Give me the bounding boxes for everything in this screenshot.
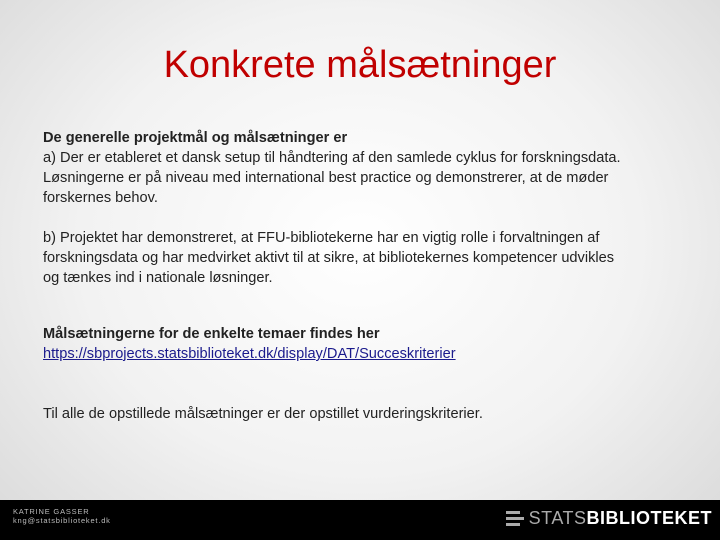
author-email: kng@statsbiblioteket.dk bbox=[13, 516, 111, 525]
spacer bbox=[43, 364, 693, 404]
paragraph-a-line-1: a) Der er etableret et dansk setup til håndtering af den samlede cyklus for forskningsdata. bbox=[43, 150, 621, 166]
stacked-bars-icon bbox=[506, 509, 524, 527]
success-criteria-link[interactable]: https://sbprojects.statsbiblioteket.dk/display/DAT/Succeskriterier bbox=[43, 346, 456, 362]
closing-text: Til alle de opstillede målsætninger er der opstillet vurderingskriterier. bbox=[43, 406, 483, 422]
slide-title: Konkrete målsætninger bbox=[163, 44, 557, 86]
footer-bar bbox=[0, 500, 720, 540]
author-block bbox=[13, 507, 111, 525]
heading-general-goals: De generelle projektmål og målsætninger er bbox=[43, 130, 348, 146]
author-name: KATRINE GASSER bbox=[13, 507, 90, 516]
paragraph-a-line-2: Løsningerne er på niveau med international best practice og demonstrerer, at de møder bbox=[43, 170, 609, 186]
logo-text-stats: STATS bbox=[528, 507, 587, 528]
heading-theme-goals: Målsætningerne for de enkelte temaer findes her bbox=[43, 326, 380, 342]
paragraph-b-line-1: b) Projektet har demonstreret, at FFU-bibliotekerne har en vigtig rolle i forvaltningen af bbox=[43, 230, 600, 246]
slide-body bbox=[43, 128, 693, 424]
statsbiblioteket-logo bbox=[506, 506, 712, 530]
spacer bbox=[43, 208, 693, 228]
paragraph-b-line-2: forskningsdata og har medvirket aktivt til at sikre, at bibliotekernes kompetencer udvikles bbox=[43, 250, 615, 266]
paragraph-a-line-3: forskernes behov. bbox=[43, 190, 158, 206]
logo-text-biblioteket: BIBLIOTEKET bbox=[586, 507, 712, 528]
spacer bbox=[43, 288, 693, 324]
paragraph-b-line-3: og tænkes ind i nationale løsninger. bbox=[43, 270, 273, 286]
